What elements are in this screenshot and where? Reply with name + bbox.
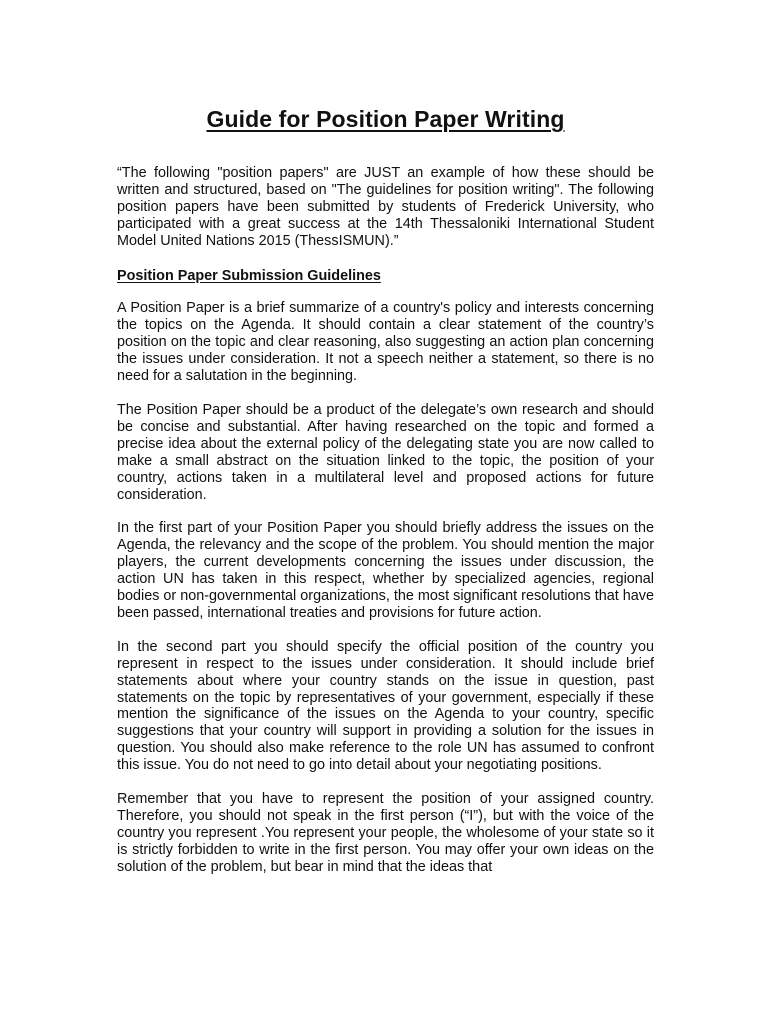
document-title: Guide for Position Paper Writing [206,106,565,132]
paragraph-research: The Position Paper should be a product of the delegate’s own research and should be concise and substantial. After having researched on the topic and formed a precise idea about the external policy of the delegating state you are now called to make a small abstract on the situation linked to the topic, the position of your country, actions taken in a multilateral level and proposed actions for future consideration. [117,401,654,503]
document-body [117,104,654,876]
paragraph-first-part: In the first part of your Position Paper you should briefly address the issues on the Agenda, the relevancy and the scope of the problem. You should mention the major players, the current developments concerning the issues under discussion, the action UN has taken in this respect, whether by specialized agencies, regional bodies or non-governmental organizations, the most significant resolutions that have been passed, international treaties and provisions for future action. [117,520,654,621]
section-heading: Position Paper Submission Guidelines [117,267,381,284]
paragraph-definition: A Position Paper is a brief summarize of a country's policy and interests concerning the topics on the Agenda. It should contain a clear statement of the country’s position on the topic and clear reasoning, also suggesting an action plan concerning the issues under consideration. It not a speech neither a statement, so there is no need for a salutation in the beginning. [117,300,654,385]
intro-quote: “The following "position papers" are JUST an example of how these should be written and structured, based on "The guidelines for position writing". The following position papers have been submitted by students of Frederick University, who participated with a great success at the 14th Thessaloniki International Student Model United Nations 2015 (ThessISMUN).” [117,165,654,249]
paragraph-second-part: In the second part you should specify the official position of the country you represent in respect to the issues under consideration. It should include brief statements about where your country stands on the issue in question, past statements on the topic by representatives of your government, especially if these mention the significance of the issues on the Agenda to your country, specific suggestions that your country will support in providing a solution for the issues in question. You should also make reference to the role UN has assumed to confront this issue. You do not need to go into detail about your negotiating positions. [117,638,654,774]
paragraph-voice: Remember that you have to represent the position of your assigned country. Therefore, you should not speak in the first person (“I”), but with the voice of the country you represent .You represent your people, the wholesome of your state so it is strictly forbidden to write in the first person. You may offer your own ideas on the solution of the problem, but bear in mind that the ideas that [117,791,654,875]
